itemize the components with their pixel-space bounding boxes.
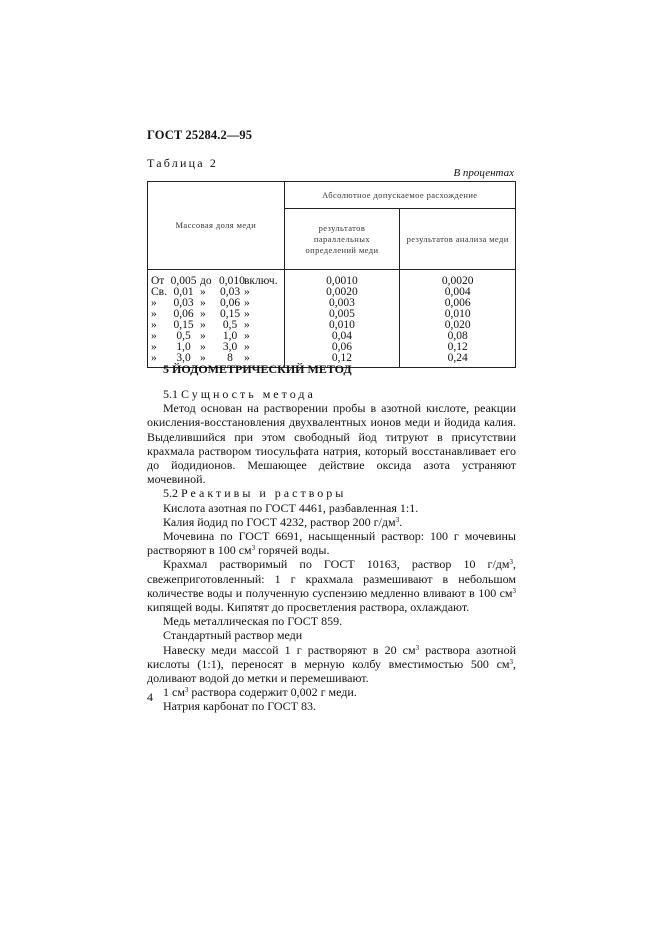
parallel-value: 0,003 — [329, 297, 355, 309]
item-nitric-acid: Кислота азотная по ГОСТ 4461, разбавленная 1:1. — [163, 500, 419, 515]
item-copper-standard: Стандартный раствор меди — [163, 628, 303, 643]
range-mid: » — [200, 319, 206, 331]
range-from: 0,005 — [170, 275, 197, 287]
range-pre: » — [151, 297, 157, 309]
range-to: 0,03 — [219, 286, 241, 298]
range-post: » — [244, 341, 250, 353]
col-header-copper-fraction: Массовая доля меди — [148, 182, 285, 270]
range-to: 0,15 — [219, 308, 241, 320]
parallel-values-list — [285, 276, 400, 364]
range-mid: до — [200, 275, 212, 287]
range-pre: » — [151, 352, 157, 364]
range-mid: » — [200, 286, 206, 298]
range-row — [151, 309, 284, 320]
range-row — [151, 287, 284, 298]
parallel-value: 0,010 — [329, 319, 355, 331]
range-pre: » — [151, 308, 157, 320]
range-pre: Св. — [151, 286, 167, 298]
section-body — [147, 387, 516, 714]
range-post: » — [244, 286, 250, 298]
range-mid: » — [200, 330, 206, 342]
range-pre: » — [151, 330, 157, 342]
range-to: 1,0 — [222, 330, 238, 342]
range-to: 0,06 — [219, 297, 241, 309]
analysis-value: 0,006 — [444, 297, 471, 309]
range-from: 0,5 — [176, 330, 191, 342]
parallel-value: 0,0020 — [326, 286, 358, 298]
subsection-title: Реактивы и растворы — [181, 486, 347, 501]
analysis-value: 0,020 — [444, 319, 471, 331]
range-from: 0,15 — [173, 319, 194, 331]
analysis-values-list — [400, 276, 515, 364]
range-mid: » — [200, 341, 206, 353]
range-mid: » — [200, 352, 206, 364]
document-title: ГОСТ 25284.2—95 — [147, 128, 253, 142]
parallel-values-cell — [284, 270, 400, 368]
range-to: 0,5 — [222, 319, 238, 331]
range-to: 8 — [227, 352, 233, 364]
range-to: 0,010 — [219, 275, 245, 287]
range-post: включ. — [244, 275, 278, 287]
analysis-value: 0,24 — [447, 352, 468, 364]
range-post: » — [244, 330, 250, 342]
analysis-values-cell — [400, 270, 516, 368]
analysis-value: 0,0020 — [441, 275, 474, 287]
subsection-5-1-heading — [147, 387, 516, 401]
range-post: » — [244, 297, 250, 309]
range-pre: » — [151, 319, 157, 331]
analysis-value: 0,08 — [447, 330, 468, 342]
range-from: 3,0 — [176, 352, 191, 364]
table-2 — [147, 181, 516, 368]
analysis-value: 0,010 — [444, 308, 471, 320]
analysis-value: 0,004 — [444, 286, 471, 298]
range-row — [151, 276, 284, 287]
ranges-cell — [148, 270, 285, 368]
range-from: 1,0 — [176, 341, 191, 353]
subsection-number: 5.2 — [163, 486, 178, 501]
range-row — [151, 298, 284, 309]
analysis-value: 0,12 — [447, 341, 468, 353]
item-solution-content: 1 $см^3$ раствора содержит 0,002 г меди. — [163, 685, 357, 700]
col-header-parallel: результатов параллельных определений меди — [284, 209, 400, 270]
table-units: В процентах — [453, 167, 514, 179]
item-sodium-carbonate: Натрия карбонат по ГОСТ 83. — [163, 699, 316, 714]
range-row — [151, 342, 284, 353]
parallel-value: 0,06 — [331, 341, 352, 353]
page-number: 4 — [147, 690, 153, 704]
subsection-number: 5.1 — [163, 387, 178, 401]
section-heading: 5 ЙОДОМЕТРИЧЕСКИЙ МЕТОД — [163, 362, 352, 376]
item-urea: Мочевина по ГОСТ 6691, насыщенный раствор: 100 г мочевины растворяют в 100 $см^3$ горячей воды. — [147, 529, 516, 558]
range-from: 0,01 — [173, 286, 194, 298]
col-header-allowed-deviation: Абсолютное допускаемое расхождение — [284, 182, 515, 209]
range-mid: » — [200, 297, 206, 309]
parallel-value: 0,12 — [331, 352, 352, 364]
parallel-value: 0,04 — [331, 330, 352, 342]
item-copper-sample: Навеску меди массой 1 г растворяют в 20 $см^3$ раствора азотной кислоты (1:1), переносят в мерную колбу вместимостью 500 $см^3$, доливают водой до метки и перемешивают. — [147, 642, 517, 686]
range-row — [151, 320, 284, 331]
item-copper-metal: Медь металлическая по ГОСТ 859. — [163, 614, 343, 629]
range-pre: » — [151, 341, 157, 353]
range-to: 3,0 — [222, 341, 238, 353]
range-mid: » — [200, 308, 206, 320]
range-from: 0,06 — [173, 308, 194, 320]
ranges-list — [151, 276, 284, 364]
parallel-value: 0,005 — [329, 308, 355, 320]
subsection-title: Сущность метода — [181, 387, 316, 401]
parallel-value: 0,0010 — [326, 275, 358, 287]
col-header-analysis: результатов анализа меди — [400, 209, 516, 270]
range-pre: От — [151, 275, 165, 287]
table-caption: Таблица 2 — [147, 156, 219, 170]
subsection-5-2-heading — [147, 486, 516, 500]
range-from: 0,03 — [173, 297, 194, 309]
item-potassium-iodide: Калия йодид по ГОСТ 4232, раствор 200 $г/дм^3$. — [163, 514, 403, 529]
range-row — [151, 331, 284, 342]
paragraph-essence: Метод основан на растворении пробы в азотной кислоте, реакции окисления-восстановления двухвалентных ионов меди и йодида калия. Выделившийся при этом свободный йод титруют в присутствии крахмала раствором тиосульфата натрия, который восстанавливает его до йодидионов. Мешающее действие оксида азота устраняют мочевиной. — [147, 401, 516, 487]
range-post: » — [244, 352, 250, 364]
item-starch: Крахмал растворимый по ГОСТ 10163, раствор 10 $г/дм^3$, свежеприготовленный: 1 г крахмала размешивают в небольшом количестве воды и полученную суспензию медленно вливают в 100 $см^3$ кипящей воды. Кипятят до просветления раствора, охлаждают. — [147, 557, 516, 615]
range-post: » — [244, 308, 250, 320]
range-post: » — [244, 319, 250, 331]
